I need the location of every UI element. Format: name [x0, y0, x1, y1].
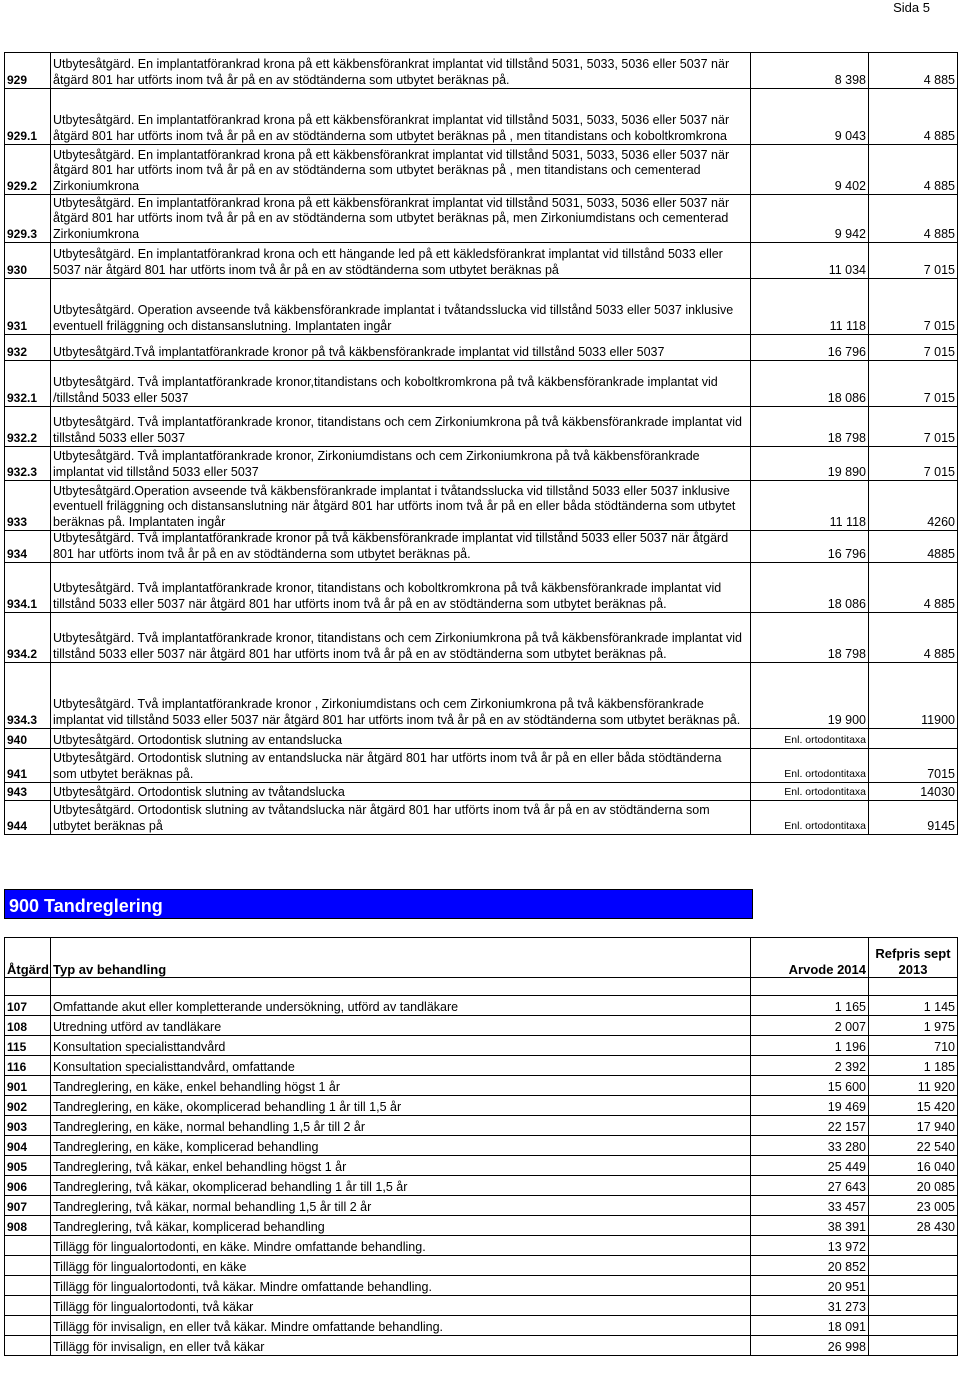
row-arvode: 16 796 — [751, 531, 869, 563]
table-row — [5, 1056, 958, 1076]
row-refpris: 4 885 — [869, 195, 958, 243]
row-arvode: 11 034 — [751, 243, 869, 279]
row-description: Tandreglering, en käke, normal behandling 1,5 år till 2 år — [51, 1116, 751, 1136]
row-arvode: 13 972 — [751, 1236, 869, 1256]
header-refpris: Refpris sept 2013 — [869, 938, 958, 978]
table-row — [5, 1116, 958, 1136]
row-code: 904 — [5, 1136, 51, 1156]
row-description: Tandreglering, en käke, komplicerad behandling — [51, 1136, 751, 1156]
table-header-row — [5, 938, 958, 978]
table-row — [5, 783, 958, 801]
row-description: Utbytesåtgärd. En implantatförankrad krona på ett käkbensförankrat implantat vid tillstånd 5031, 5033, 5036 eller 5037 när åtgärd 801 har utförts inom två år på en av stödtänderna som utbytet beräknas på , men titandistans och koboltkromkrona — [51, 89, 751, 145]
row-description: Utbytesåtgärd. En implantatförankrad krona på ett käkbensförankrat implantat vid tillstånd 5031, 5033, 5036 eller 5037 när åtgärd 801 har utförts inom två år på en av stödtänderna som utbytet beräknas på. — [51, 53, 751, 89]
row-code: 932.1 — [5, 361, 51, 407]
table-row — [5, 407, 958, 447]
row-arvode: 18 086 — [751, 563, 869, 613]
row-refpris: 4885 — [869, 531, 958, 563]
row-arvode: 33 457 — [751, 1196, 869, 1216]
row-refpris: 710 — [869, 1036, 958, 1056]
utbytes-table — [4, 52, 958, 835]
row-description: Tandreglering, två käkar, enkel behandling högst 1 år — [51, 1156, 751, 1176]
row-description: Utbytesåtgärd. Två implantatförankrade kronor på två käkbensförankrade implantat vid tillstånd 5033 eller 5037 när åtgärd 801 har utförts inom två år på en av stödtänderna som utbytet beräknas på. — [51, 531, 751, 563]
row-code: 908 — [5, 1216, 51, 1236]
table-row — [5, 53, 958, 89]
table-row — [5, 801, 958, 835]
row-description: Utbytesåtgärd. Två implantatförankrade kronor , Zirkoniumdistans och cem Zirkoniumkrona på två käkbensförankrade implantat vid tillstånd 5033 eller 5037 när åtgärd 801 har utförts inom två år på en av stödtänderna som utbytet beräknas på. — [51, 663, 751, 729]
row-code: 116 — [5, 1056, 51, 1076]
row-code: 902 — [5, 1096, 51, 1116]
row-description: Tillägg för lingualortodonti, en käke — [51, 1256, 751, 1276]
row-arvode: 9 402 — [751, 145, 869, 195]
row-code: 932.3 — [5, 447, 51, 481]
row-refpris — [869, 1276, 958, 1296]
row-code: 931 — [5, 279, 51, 335]
table-row — [5, 195, 958, 243]
row-description: Utbytesåtgärd. Operation avseende två käkbensförankrade implantat i tvåtandsslucka vid tillstånd 5033 eller 5037 inklusive eventuell friläggning och distansanslutning. Implantaten ingår — [51, 279, 751, 335]
table-row — [5, 1296, 958, 1316]
table-row — [5, 1076, 958, 1096]
row-description: Tillägg för lingualortodonti, två käkar — [51, 1296, 751, 1316]
row-refpris: 7 015 — [869, 361, 958, 407]
row-refpris: 9145 — [869, 801, 958, 835]
row-code: 115 — [5, 1036, 51, 1056]
row-arvode: 15 600 — [751, 1076, 869, 1096]
row-arvode: 16 796 — [751, 335, 869, 361]
row-code: 929.1 — [5, 89, 51, 145]
row-arvode: 8 398 — [751, 53, 869, 89]
header-type: Typ av behandling — [51, 938, 751, 978]
row-arvode: 19 900 — [751, 663, 869, 729]
row-description: Konsultation specialisttandvård — [51, 1036, 751, 1056]
row-arvode: 31 273 — [751, 1296, 869, 1316]
row-code — [5, 1256, 51, 1276]
row-code: 903 — [5, 1116, 51, 1136]
row-refpris: 7015 — [869, 749, 958, 783]
row-code — [5, 1316, 51, 1336]
row-refpris: 28 430 — [869, 1216, 958, 1236]
table-row — [5, 1036, 958, 1056]
row-arvode: Enl. ortodontitaxa — [751, 749, 869, 783]
row-arvode: 9 043 — [751, 89, 869, 145]
row-description: Utbytesåtgärd. En implantatförankrad krona på ett käkbensförankrat implantat vid tillstånd 5031, 5033, 5036 eller 5037 när åtgärd 801 har utförts inom två år på en av stödtänderna som utbytet beräknas på, men Zirkoniumdistans och cementerad Zirkoniumkrona — [51, 195, 751, 243]
table-row — [5, 1256, 958, 1276]
row-arvode: 26 998 — [751, 1336, 869, 1356]
row-refpris — [869, 1256, 958, 1276]
row-refpris: 7 015 — [869, 407, 958, 447]
row-code: 943 — [5, 783, 51, 801]
table-row — [5, 481, 958, 531]
row-refpris: 1 975 — [869, 1016, 958, 1036]
row-refpris — [869, 1296, 958, 1316]
table-row — [5, 729, 958, 749]
row-arvode: 18 798 — [751, 407, 869, 447]
section-title: 900 Tandreglering — [4, 889, 753, 919]
row-arvode: 19 890 — [751, 447, 869, 481]
row-refpris: 23 005 — [869, 1196, 958, 1216]
tandreglering-table — [4, 937, 958, 1356]
table-row — [5, 1276, 958, 1296]
row-description: Utredning utförd av tandläkare — [51, 1016, 751, 1036]
row-description: Utbytesåtgärd. Två implantatförankrade kronor, titandistans och koboltkromkrona på två käkbensförankrade implantat vid tillstånd 5033 eller 5037 när åtgärd 801 har utförts inom två år på en av stödtänderna som utbytet beräknas på. — [51, 563, 751, 613]
row-arvode: 11 118 — [751, 279, 869, 335]
table-row — [5, 1016, 958, 1036]
row-code: 929.3 — [5, 195, 51, 243]
row-code: 107 — [5, 996, 51, 1016]
row-code: 907 — [5, 1196, 51, 1216]
row-arvode: 18 091 — [751, 1316, 869, 1336]
row-arvode: 19 469 — [751, 1096, 869, 1116]
row-arvode: 18 086 — [751, 361, 869, 407]
row-code — [5, 1336, 51, 1356]
row-description: Utbytesåtgärd. En implantatförankrad krona och ett hängande led på ett käkledsförankrat implantat vid tillstånd 5033 eller 5037 när åtgärd 801 har utförts inom två år på en av stödtänderna som utbytet beräknas på — [51, 243, 751, 279]
row-code: 934 — [5, 531, 51, 563]
row-refpris: 11900 — [869, 663, 958, 729]
table-row — [5, 613, 958, 663]
row-code — [5, 1296, 51, 1316]
row-description: Utbytesåtgärd. Två implantatförankrade kronor, titandistans och cem Zirkoniumkrona på två käkbensförankrade implantat vid tillstånd 5033 eller 5037 när åtgärd 801 har utförts inom två år på en av stödtänderna som utbytet beräknas på. — [51, 613, 751, 663]
row-description: Utbytesåtgärd.Två implantatförankrade kronor på två käkbensförankrade implantat vid tillstånd 5033 eller 5037 — [51, 335, 751, 361]
row-refpris: 7 015 — [869, 279, 958, 335]
row-description: Utbytesåtgärd. Ortodontisk slutning av tvåtandslucka när åtgärd 801 har utförts inom två år på en av stödtänderna som utbytet beräknas på — [51, 801, 751, 835]
row-arvode: 11 118 — [751, 481, 869, 531]
row-refpris: 17 940 — [869, 1116, 958, 1136]
row-arvode: 27 643 — [751, 1176, 869, 1196]
row-code: 934.1 — [5, 563, 51, 613]
row-refpris: 4 885 — [869, 89, 958, 145]
row-description: Tandreglering, två käkar, normal behandling 1,5 år till 2 år — [51, 1196, 751, 1216]
row-refpris: 14030 — [869, 783, 958, 801]
row-arvode: 9 942 — [751, 195, 869, 243]
row-arvode: 1 196 — [751, 1036, 869, 1056]
row-refpris — [869, 1236, 958, 1256]
row-arvode: 2 007 — [751, 1016, 869, 1036]
row-refpris: 16 040 — [869, 1156, 958, 1176]
table-row — [5, 447, 958, 481]
row-description: Tillägg för invisalign, en eller två käkar — [51, 1336, 751, 1356]
page-number-label: Sida 5 — [893, 0, 930, 15]
table-row — [5, 531, 958, 563]
row-refpris: 4 885 — [869, 53, 958, 89]
row-code: 944 — [5, 801, 51, 835]
table-row — [5, 1196, 958, 1216]
table-row — [5, 279, 958, 335]
row-description: Utbytesåtgärd. Ortodontisk slutning av tvåtandslucka — [51, 783, 751, 801]
row-code — [5, 1276, 51, 1296]
row-refpris: 4 885 — [869, 613, 958, 663]
row-description: Tillägg för invisalign, en eller två käkar. Mindre omfattande behandling. — [51, 1316, 751, 1336]
row-refpris: 7 015 — [869, 243, 958, 279]
row-description: Konsultation specialisttandvård, omfattande — [51, 1056, 751, 1076]
row-description: Utbytesåtgärd. En implantatförankrad krona på ett käkbensförankrat implantat vid tillstånd 5031, 5033, 5036 eller 5037 när åtgärd 801 har utförts inom två år på en av stödtänderna som utbytet beräknas på , men titandistans och cementerad Zirkoniumkrona — [51, 145, 751, 195]
row-code: 933 — [5, 481, 51, 531]
row-code: 932 — [5, 335, 51, 361]
table-row — [5, 243, 958, 279]
row-code: 932.2 — [5, 407, 51, 447]
row-arvode: Enl. ortodontitaxa — [751, 801, 869, 835]
row-code: 940 — [5, 729, 51, 749]
table-row — [5, 1156, 958, 1176]
row-refpris: 15 420 — [869, 1096, 958, 1116]
table-row — [5, 996, 958, 1016]
table-row — [5, 749, 958, 783]
row-code: 108 — [5, 1016, 51, 1036]
row-arvode: Enl. ortodontitaxa — [751, 783, 869, 801]
row-description: Utbytesåtgärd. Ortodontisk slutning av entandslucka — [51, 729, 751, 749]
table-row — [5, 1336, 958, 1356]
row-refpris: 1 185 — [869, 1056, 958, 1076]
table-row — [5, 1316, 958, 1336]
row-description: Utbytesåtgärd.Operation avseende två käkbensförankrade implantat i tvåtandsslucka vid tillstånd 5033 eller 5037 inklusive eventuell friläggning och distansanslutning när åtgärd 801 har utförts inom två år på en eller båda stödtänderna som utbytet beräknas på. Implantaten ingår — [51, 481, 751, 531]
header-code: Åtgärd — [5, 938, 51, 978]
row-description: Tandreglering, en käke, okomplicerad behandling 1 år till 1,5 år — [51, 1096, 751, 1116]
row-arvode: 18 798 — [751, 613, 869, 663]
table-row — [5, 335, 958, 361]
header-arvode: Arvode 2014 — [751, 938, 869, 978]
row-code: 930 — [5, 243, 51, 279]
spacer-row — [5, 978, 958, 996]
row-refpris: 4 885 — [869, 145, 958, 195]
row-description: Tandreglering, en käke, enkel behandling högst 1 år — [51, 1076, 751, 1096]
row-arvode: 20 951 — [751, 1276, 869, 1296]
row-description: Utbytesåtgärd. Två implantatförankrade kronor, Zirkoniumdistans och cem Zirkoniumkrona på två käkbensförankrade implantat vid tillstånd 5033 eller 5037 — [51, 447, 751, 481]
row-arvode: 2 392 — [751, 1056, 869, 1076]
row-arvode: Enl. ortodontitaxa — [751, 729, 869, 749]
row-code — [5, 1236, 51, 1256]
table-row — [5, 1136, 958, 1156]
row-code: 905 — [5, 1156, 51, 1176]
row-description: Tandreglering, två käkar, okomplicerad behandling 1 år till 1,5 år — [51, 1176, 751, 1196]
table-row — [5, 361, 958, 407]
row-arvode: 25 449 — [751, 1156, 869, 1176]
row-refpris — [869, 1316, 958, 1336]
row-refpris: 1 145 — [869, 996, 958, 1016]
row-code: 934.3 — [5, 663, 51, 729]
row-refpris: 11 920 — [869, 1076, 958, 1096]
row-refpris: 20 085 — [869, 1176, 958, 1196]
row-arvode: 33 280 — [751, 1136, 869, 1156]
table-row — [5, 1216, 958, 1236]
row-code: 929 — [5, 53, 51, 89]
row-code: 941 — [5, 749, 51, 783]
table-row — [5, 1236, 958, 1256]
row-description: Tillägg för lingualortodonti, två käkar. Mindre omfattande behandling. — [51, 1276, 751, 1296]
row-description: Utbytesåtgärd. Ortodontisk slutning av entandslucka när åtgärd 801 har utförts inom två år på en eller båda stödtänderna som utbytet beräknas på. — [51, 749, 751, 783]
row-arvode: 22 157 — [751, 1116, 869, 1136]
row-arvode: 38 391 — [751, 1216, 869, 1236]
row-description: Utbytesåtgärd. Två implantatförankrade kronor, titandistans och cem Zirkoniumkrona på två käkbensförankrade implantat vid tillstånd 5033 eller 5037 — [51, 407, 751, 447]
row-description: Tillägg för lingualortodonti, en käke. Mindre omfattande behandling. — [51, 1236, 751, 1256]
row-arvode: 20 852 — [751, 1256, 869, 1276]
table-row — [5, 1176, 958, 1196]
row-refpris: 4260 — [869, 481, 958, 531]
table-row — [5, 145, 958, 195]
row-refpris: 7 015 — [869, 335, 958, 361]
table-row — [5, 89, 958, 145]
row-refpris: 22 540 — [869, 1136, 958, 1156]
row-refpris: 7 015 — [869, 447, 958, 481]
row-code: 934.2 — [5, 613, 51, 663]
row-refpris — [869, 1336, 958, 1356]
row-code: 929.2 — [5, 145, 51, 195]
row-description: Tandreglering, två käkar, komplicerad behandling — [51, 1216, 751, 1236]
row-refpris — [869, 729, 958, 749]
table-row — [5, 663, 958, 729]
row-code: 901 — [5, 1076, 51, 1096]
table-row — [5, 1096, 958, 1116]
row-description: Utbytesåtgärd. Två implantatförankrade kronor,titandistans och koboltkromkrona på två käkbensförankrade implantat vid /tillstånd 5033 eller 5037 — [51, 361, 751, 407]
row-refpris: 4 885 — [869, 563, 958, 613]
row-code: 906 — [5, 1176, 51, 1196]
row-arvode: 1 165 — [751, 996, 869, 1016]
table-row — [5, 563, 958, 613]
row-description: Omfattande akut eller kompletterande undersökning, utförd av tandläkare — [51, 996, 751, 1016]
